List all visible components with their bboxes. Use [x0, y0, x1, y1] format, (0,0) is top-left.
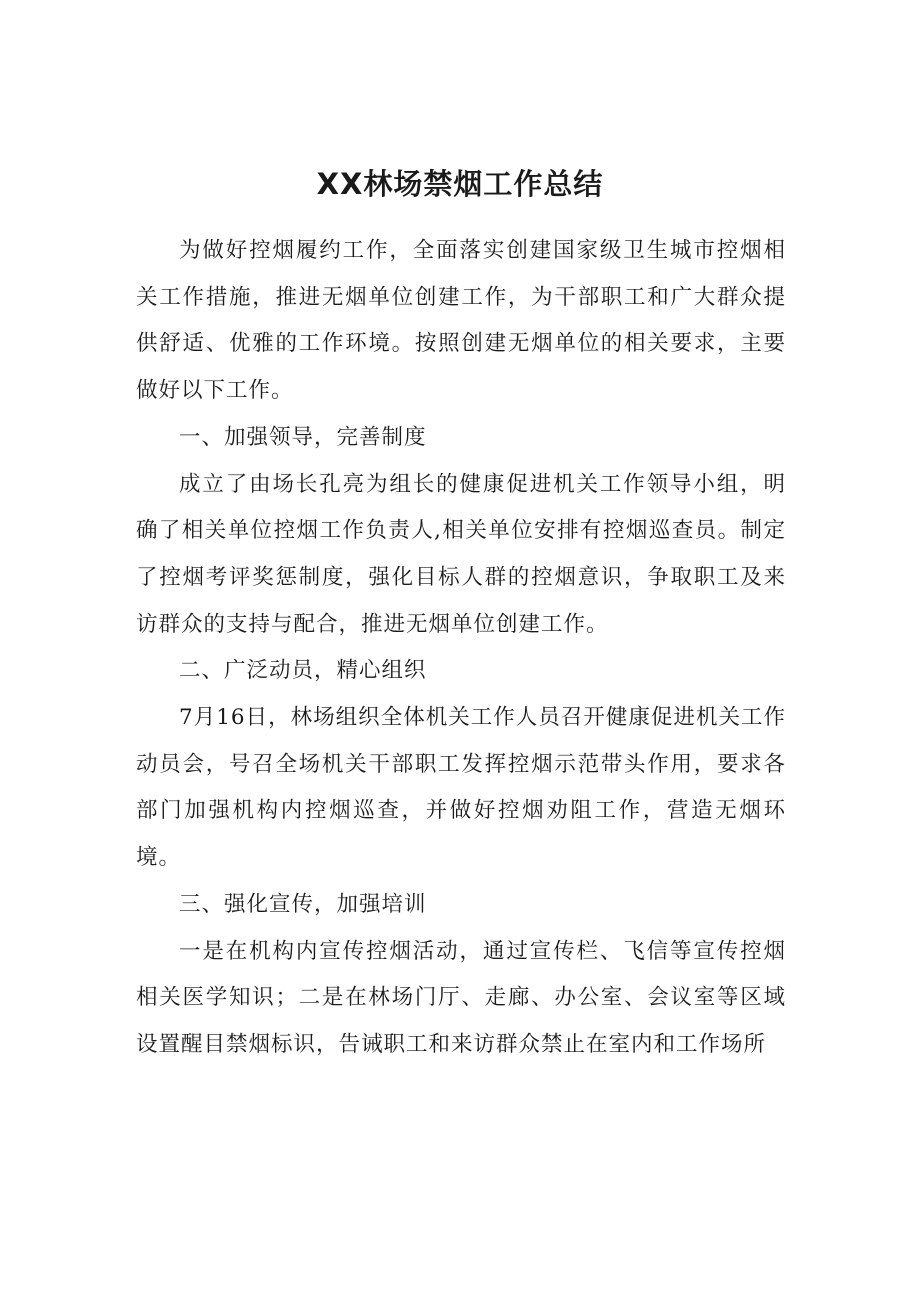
section-heading: 二、广泛动员，精心组织: [179, 658, 427, 684]
document-body: [136, 228, 786, 1069]
section-heading: 三、强化宣传，加强培训: [179, 891, 427, 917]
section-paragraph: 成立了由场长孔亮为组长的健康促进机关工作领导小组，明确了相关单位控烟工作负责人,相关单位安排有控烟巡查员。制定了控烟考评奖惩制度，强化目标人群的控烟意识，争取职工及来访群众的支持与配合，推进无烟单位创建工作。: [136, 471, 786, 637]
intro-paragraph: 为做好控烟履约工作，全面落实创建国家级卫生城市控烟相关工作措施，推进无烟单位创建工作，为干部职工和广大群众提供舒适、优雅的工作环境。按照创建无烟单位的相关要求，主要做好以下工作。: [136, 238, 786, 404]
section-heading: 一、加强领导，完善制度: [179, 424, 427, 450]
section-paragraph: 7月16日，林场组织全体机关工作人员召开健康促进机关工作动员会，号召全场机关干部职工发挥控烟示范带头作用，要求各部门加强机构内控烟巡查，并做好控烟劝阻工作，营造无烟环境。: [136, 705, 786, 871]
section-paragraph: 一是在机构内宣传控烟活动，通过宣传栏、飞信等宣传控烟相关医学知识；二是在林场门厅、走廊、办公室、会议室等区域设置醒目禁烟标识，告诫职工和来访群众禁止在室内和工作场所: [136, 938, 786, 1057]
document-title: XX林场禁烟工作总结: [316, 167, 604, 201]
